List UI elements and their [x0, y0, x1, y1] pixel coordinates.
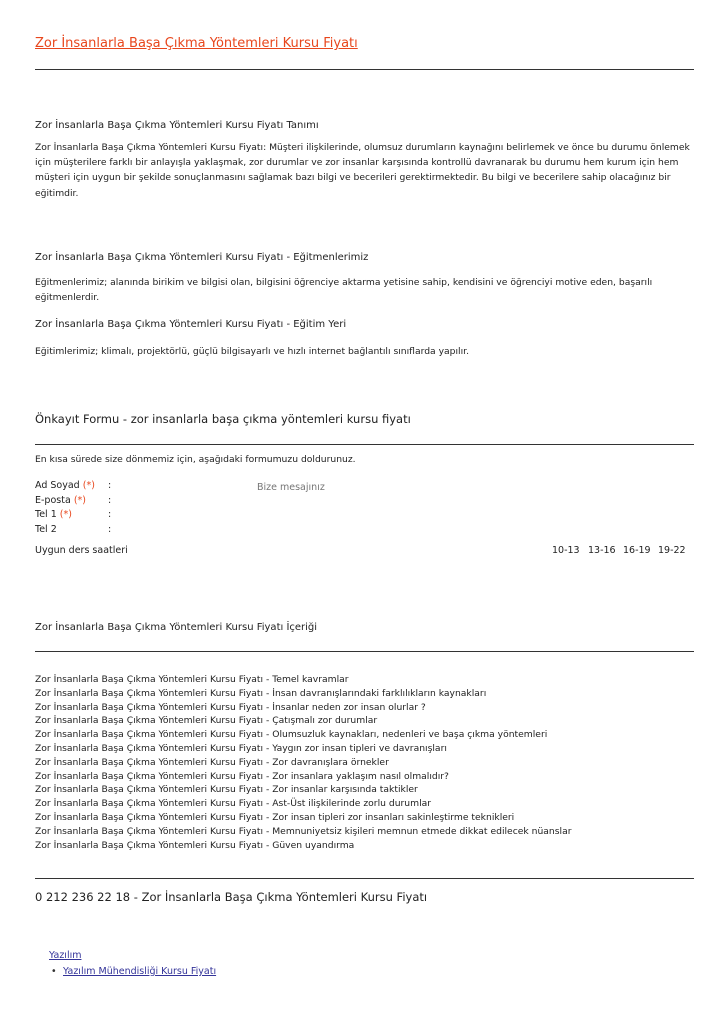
- required-mark: (*): [59, 509, 72, 520]
- phone2-label-text: Tel 2: [35, 524, 57, 535]
- list-item: Zor İnsanlarla Başa Çıkma Yöntemleri Kursu Fiyatı - Güven uyandırma: [35, 839, 355, 851]
- time-slot-option[interactable]: 19-22: [658, 545, 686, 556]
- form-title: Önkayıt Formu - zor insanlarla başa çıkma yöntemleri kursu fiyatı: [35, 412, 411, 426]
- list-item: Zor İnsanlarla Başa Çıkma Yöntemleri Kursu Fiyatı - Olumsuzluk kaynakları, nedenleri ve başa çıkma yöntemleri: [35, 729, 548, 741]
- list-item: Zor İnsanlarla Başa Çıkma Yöntemleri Kursu Fiyatı - Memnuniyetsiz kişileri memnun etmede dikkat edilecek nüanslar: [35, 825, 572, 837]
- divider: [35, 878, 694, 879]
- list-item: Zor İnsanlarla Başa Çıkma Yöntemleri Kursu Fiyatı - Yaygın zor insan tipleri ve davranışları: [35, 742, 447, 754]
- list-item: Zor İnsanlarla Başa Çıkma Yöntemleri Kursu Fiyatı - Temel kavramlar: [35, 674, 349, 685]
- list-item: Zor İnsanlarla Başa Çıkma Yöntemleri Kursu Fiyatı - Zor insanlara yaklaşım nasıl olmalıdır?: [35, 770, 449, 782]
- phone2-label: [35, 524, 57, 535]
- list-item: Zor İnsanlarla Başa Çıkma Yöntemleri Kursu Fiyatı - Zor insan tipleri zor insanları sakinleştirme teknikleri: [35, 811, 515, 823]
- divider: [35, 69, 694, 70]
- phone1-label: [35, 509, 72, 520]
- list-item: Zor İnsanlarla Başa Çıkma Yöntemleri Kursu Fiyatı - Zor davranışlara örnekler: [35, 756, 389, 768]
- trainers-heading: Zor İnsanlarla Başa Çıkma Yöntemleri Kursu Fiyatı - Eğitmenlerimiz: [35, 252, 369, 263]
- required-mark: (*): [73, 495, 86, 506]
- time-slot-option[interactable]: 16-19: [623, 545, 651, 556]
- list-item: Zor İnsanlarla Başa Çıkma Yöntemleri Kursu Fiyatı - Çatışmalı zor durumlar: [35, 715, 378, 727]
- message-field[interactable]: [257, 480, 457, 494]
- list-item: Zor İnsanlarla Başa Çıkma Yöntemleri Kursu Fiyatı - Ast-Üst ilişkilerinde zorlu durumlar: [35, 798, 432, 810]
- definition-heading: Zor İnsanlarla Başa Çıkma Yöntemleri Kursu Fiyatı Tanımı: [35, 120, 319, 131]
- list-item: Zor İnsanlarla Başa Çıkma Yöntemleri Kursu Fiyatı - Zor insanlar karşısında taktikler: [35, 784, 418, 796]
- name-label: [35, 480, 95, 491]
- email-label: [35, 495, 86, 506]
- contact-line: 0 212 236 22 18 - Zor İnsanlarla Başa Çıkma Yöntemleri Kursu Fiyatı: [35, 890, 428, 904]
- venue-heading: Zor İnsanlarla Başa Çıkma Yöntemleri Kursu Fiyatı - Eğitim Yeri: [35, 319, 347, 330]
- sub-link[interactable]: Yazılım Mühendisliği Kursu Fiyatı: [63, 966, 217, 977]
- divider: [35, 651, 694, 652]
- list-item: Zor İnsanlarla Başa Çıkma Yöntemleri Kursu Fiyatı - İnsanlar neden zor insan olurlar ?: [35, 701, 426, 713]
- contents-heading: Zor İnsanlarla Başa Çıkma Yöntemleri Kursu Fiyatı İçeriği: [35, 622, 318, 633]
- list-item: Zor İnsanlarla Başa Çıkma Yöntemleri Kursu Fiyatı - İnsan davranışlarındaki farklılıkların kaynakları: [35, 687, 487, 699]
- required-mark: (*): [82, 480, 95, 491]
- name-colon: :: [108, 480, 112, 491]
- name-label-text: Ad Soyad: [35, 480, 80, 491]
- trainers-body: Eğitmenlerimiz; alanında birikim ve bilgisi olan, bilgisini öğrenciye aktarma yetisine sahip, kendisini ve öğrenciyi motive eden, başarılı eğitmenlerdir.: [35, 277, 653, 304]
- phone1-label-text: Tel 1: [35, 509, 57, 520]
- form-intro: En kısa sürede size dönmemiz için, aşağıdaki formumuzu doldurunuz.: [35, 454, 356, 465]
- email-colon: :: [108, 495, 112, 506]
- hours-label: Uygun ders saatleri: [35, 545, 128, 556]
- bullet-icon: •: [51, 966, 57, 977]
- venue-body: Eğitimlerimiz; klimalı, projektörlü, güçlü bilgisayarlı ve hızlı internet bağlantılı sınıflarda yapılır.: [35, 346, 469, 357]
- definition-body: Zor İnsanlarla Başa Çıkma Yöntemleri Kursu Fiyatı: Müşteri ilişkilerinde, olumsuz durumların kaynağını belirlemek ve önce bu durumu önlemek için müşterilere farklı bir anlayışla yaklaşmak, zor durumlar ve zor insanlar karşısında kontrollü davranarak bu durumu hem kurum için hem müşteri için uygun bir şekilde sonuçlanmasını sağlamak bazı bilgi ve becerileri gerektirmektedir. Bu bilgi ve becerilere sahip olacağınız bir eğitimdir.: [35, 142, 690, 199]
- category-link[interactable]: Yazılım: [49, 950, 82, 961]
- phone2-colon: :: [108, 524, 112, 535]
- email-label-text: E-posta: [35, 495, 71, 506]
- title-link[interactable]: Zor İnsanlarla Başa Çıkma Yöntemleri Kursu Fiyatı: [35, 36, 358, 51]
- divider: [35, 444, 694, 445]
- phone1-colon: :: [108, 509, 112, 520]
- time-slot-option[interactable]: 10-13: [552, 545, 580, 556]
- time-slot-option[interactable]: 13-16: [588, 545, 616, 556]
- contents-list: [35, 673, 572, 852]
